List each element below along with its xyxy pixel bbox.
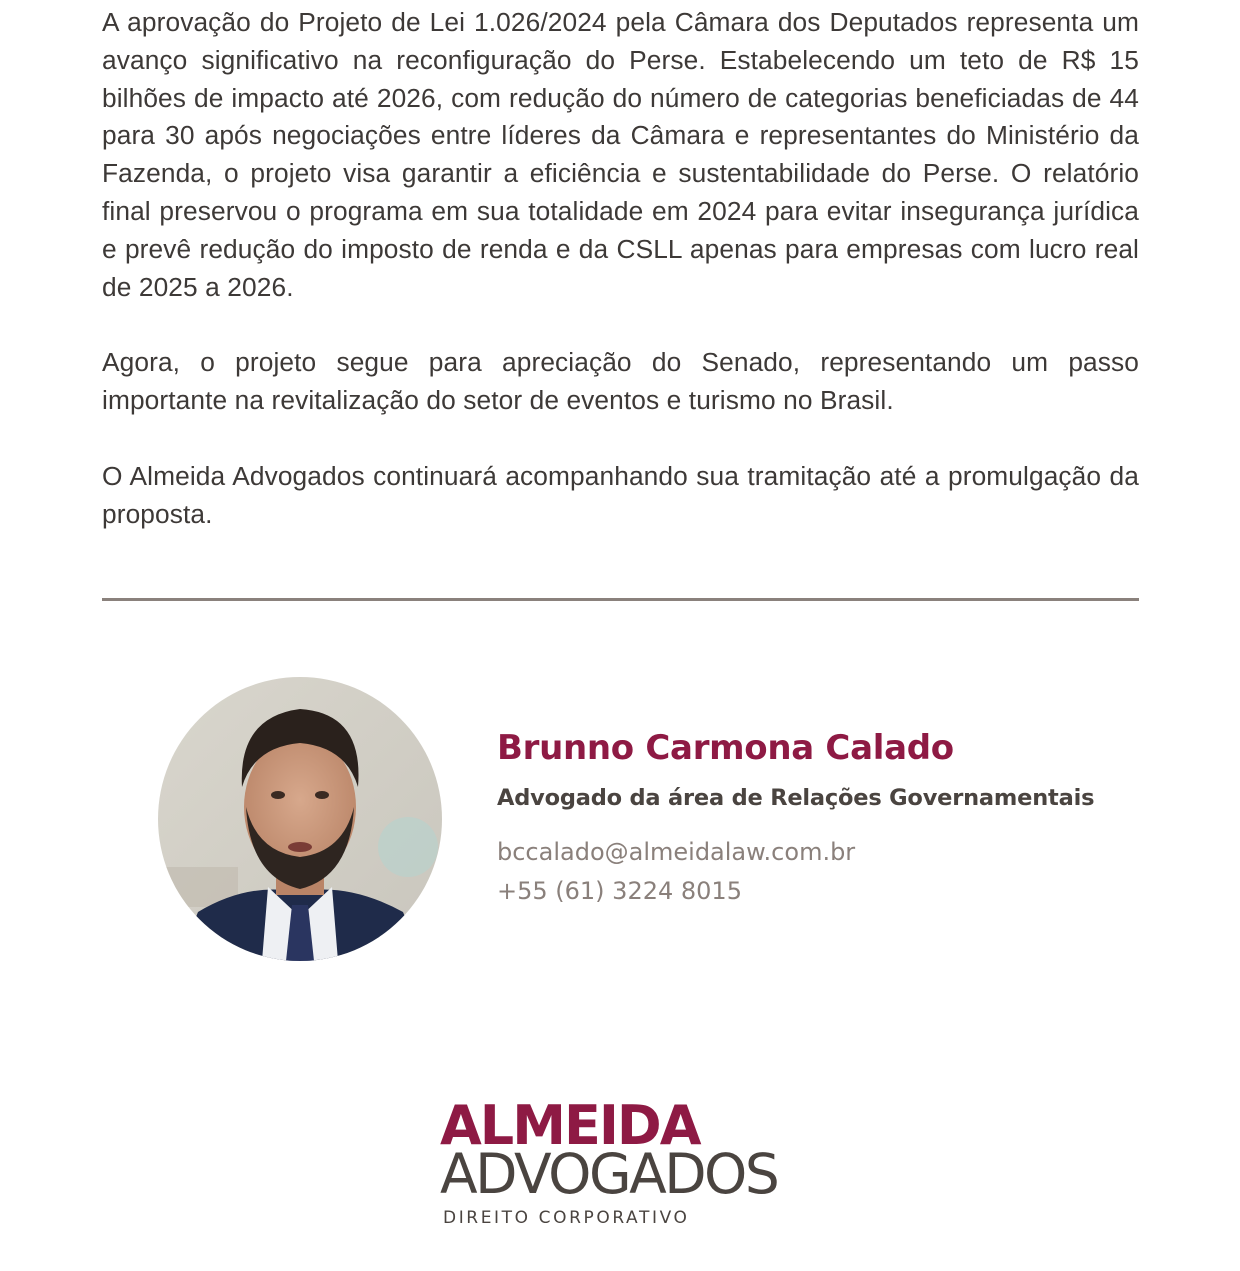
logo-line-advogados: ADVOGADOS (440, 1142, 778, 1206)
paragraph: O Almeida Advogados continuará acompanhando sua tramitação até a promulgação da proposta. (102, 460, 1139, 529)
article-body (102, 4, 1139, 572)
contact-name: Brunno Carmona Calado (497, 728, 954, 768)
contact-card (497, 727, 1094, 911)
paragraph: Agora, o projeto segue para apreciação do Senado, representando um passo importante na revitalização do setor de eventos e turismo no Brasil. (102, 347, 1139, 416)
contact-email[interactable]: bccalado@almeidalaw.com.br (497, 838, 856, 866)
paragraph: A aprovação do Projeto de Lei 1.026/2024 pela Câmara dos Deputados representa um avanço significativo na reconfiguração do Perse. Estabelecendo um teto de R$ 15 bilhões de impacto até 2026, com redução do número de categorias beneficiadas de 44 para 30 após negociações entre líderes da Câmara e representantes do Ministério da Fazenda, o projeto visa garantir a eficiência e sustentabilidade do Perse. O relatório final preservou o programa em sua totalidade em 2024 para evitar insegurança jurídica e prevê redução do imposto de renda e da CSLL apenas para empresas com lucro real de 2025 a 2026. (102, 7, 1139, 302)
company-logo (440, 1094, 800, 1228)
logo-tagline: DIREITO CORPORATIVO (443, 1208, 690, 1228)
contact-phone[interactable]: +55 (61) 3224 8015 (497, 877, 742, 905)
logo-line-almeida: ALMEIDA (440, 1094, 700, 1157)
author-photo (158, 677, 442, 961)
contact-role: Advogado da área de Relações Governamentais (497, 785, 1095, 811)
divider (102, 598, 1139, 601)
